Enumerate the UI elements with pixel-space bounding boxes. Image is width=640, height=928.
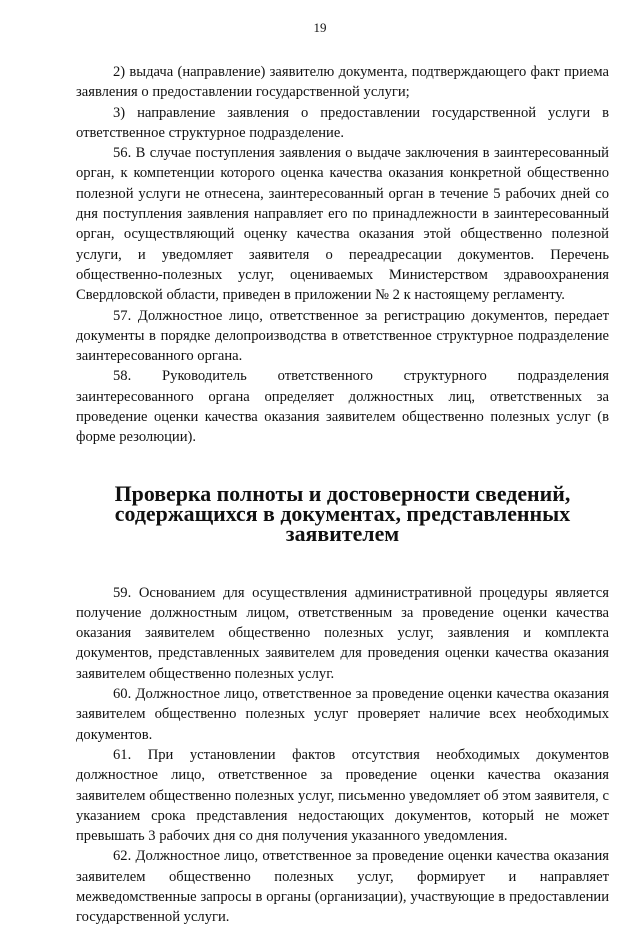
- paragraph-57: 57. Должностное лицо, ответственное за регистрацию документов, передает документы в порядке делопроизводства в ответственное структурное подразделение заинтересованного органа.: [76, 307, 609, 365]
- paragraph-62: 62. Должностное лицо, ответственное за проведение оценки качества оказания заявителем общественно полезных услуг, формирует и направляет межведомственные запросы в органы (организации), участвующие в предоставлении государственной услуги.: [76, 848, 609, 926]
- paragraph-item-2: 2) выдача (направление) заявителю документа, подтверждающего факт приема заявления о предоставлении государственной услуги;: [76, 64, 609, 101]
- page-number: 19: [313, 20, 327, 35]
- document-body: [76, 62, 609, 928]
- paragraph-item-3: 3) направление заявления о предоставлении государственной услуги в ответственное структурное подразделение.: [76, 104, 609, 141]
- paragraph-56: 56. В случае поступления заявления о выдаче заключения в заинтересованный орган, к компетенции которого оценка качества оказания конкретной общественно полезной услуги не отнесена, заинтересованный орган в течение 5 рабочих дней со дня поступления заявления направляет его по принадлежности в заинтересованный орган, осуществляющий оценку качества оказания этой общественно полезной услуги, и уведомляет заявителя о переадресации документов. Перечень общественно-полезных услуг, оцениваемых Министерством здравоохранения Свердловской области, приведен в приложении № 2 к настоящему регламенту.: [76, 145, 609, 304]
- paragraph-58: 58. Руководитель ответственного структурного подразделения заинтересованного органа определяет должностных лиц, ответственных за проведение оценки качества оказания заявителем общественно полезных услуг (в форме резолюции).: [76, 368, 609, 446]
- paragraph-59: 59. Основанием для осуществления административной процедуры является получение должностным лицом, ответственным за проведение оценки качества оказания заявителем общественно полезных услуг, заявления и комплекта документов, представленных заявителем для проведения оценки качества оказания заявителем общественно полезных услуг.: [76, 584, 609, 682]
- section-heading: Проверка полноты и достоверности сведений, содержащихся в документах, представленных заявителем: [114, 480, 571, 547]
- paragraph-61: 61. При установлении фактов отсутствия необходимых документов должностное лицо, ответственное за проведение оценки качества оказания заявителем общественно полезных услуг, письменно уведомляет об этом заявителя, с указанием срока представления недостающих документов, который не может превышать 3 рабочих дня со дня получения указанного уведомления.: [76, 746, 609, 845]
- paragraph-60: 60. Должностное лицо, ответственное за проведение оценки качества оказания заявителем общественно полезных услуг проверяет наличие всех необходимых документов.: [76, 686, 609, 743]
